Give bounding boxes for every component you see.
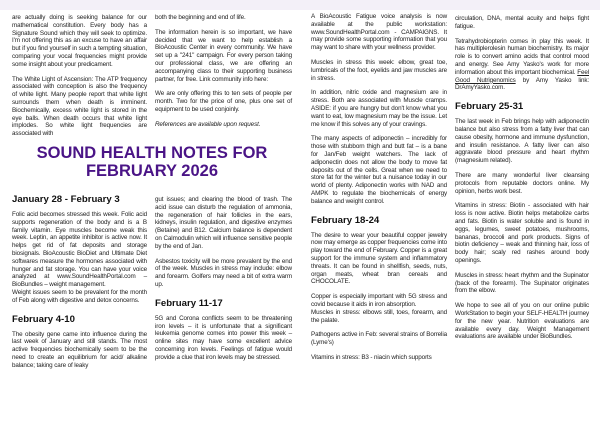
paragraph: A BioAcoustic Fatigue voice analysis is now available at the public workstation: www.SoundHealthPortal.com - CAMPAIGNS. It may provide some supporting information that you may want to share with your wellness provider.	[311, 13, 447, 52]
paragraph: Vitamins in stress: Biotin - associated with hair loss is now active. Biotin helps metabolize carbs and fats. Biotin is water soluble and is found in eggs, legumes, sweet potatoes, mushrooms, bananas, broccoli and pork products. Signs of biotin deficiency – weak and thinning hair, loss of body hair; scaly red rashes around body openings.	[455, 202, 589, 264]
paragraph: 5G and Corona conflicts seem to be threatening iron levels – it is unfortunate that a significant leukemia genome comes into power this week – online sites may have some excellent advice concerning iron levels. Feelings of fatigue would provide a clue that iron levels may be stressed.	[155, 314, 292, 361]
paragraph: In addition, nitric oxide and magnesium are in stress. Both are associated with Muscle cramps. ASIDE: if you are hungry but don't know what you want to eat, low magnesium may be the issue. Let me know if this solves any of your cravings.	[311, 89, 447, 128]
section-heading: February 25-31	[455, 101, 524, 113]
paragraph: The last week in Feb brings help with adiponectin balance but also stress from a fatty liver that can cause obesity, hormone and immune dysfunction, and insulin resistance. A fatty liver can also aggravate blood pressure and heart rhythm (magnesium related).	[455, 118, 589, 165]
column-1-lower	[12, 192, 147, 377]
section-heading: February 4-10	[12, 313, 75, 325]
paragraph: circulation, DNA, mental acuity and helps fight fatigue.	[455, 15, 589, 30]
paragraph: are actually doing is seeking balance for our mathematical constitution. Every body has a Signature Sound which they will seek to optimize. I'm not offering this as an excuse to have an affair but if you find yourself in such a tempting situation, comparing your vocal frequencies might provide some insight about your predicament.	[12, 14, 147, 68]
paragraph: both the beginning and end of life.	[155, 14, 246, 21]
paragraph: Copper is especially important with 5G stress and covid because it aids in iron absorption.	[311, 293, 447, 308]
paragraph: There are many wonderful liver cleansing protocols from reputable doctors online. My opinion, herbs work best.	[455, 171, 589, 195]
paragraph: The obesity gene came into influence during the last week of January and still stands. The most active frequencies biochemically seem to be the need to create an equilibrium for acid/ alkaline balance; taking care of leaky	[12, 330, 147, 369]
paragraph: gut issues; and clearing the blood of trash. The acid issue can disturb the regulation of ammonia, the regeneration of hair follicles in the ears, kidneys, insulin regulation, and digestive enzymes (Betaine) and B12. Calcium balance is dependent on Calmodulin which will influence sensitive people by the end of Jan.	[155, 195, 292, 250]
paragraph: Pathogens active in Feb: several strains of Borrelia (Lyme's)	[311, 331, 447, 347]
column-1-upper	[12, 14, 147, 138]
column-3	[311, 13, 447, 369]
paragraph: Vitamins in stress: B3 - niacin which supports	[311, 353, 432, 361]
title-line-1: SOUND HEALTH NOTES FOR	[36, 143, 268, 162]
lower-columns	[0, 192, 300, 377]
book-link[interactable]: Feel Good Nutrigenomics	[455, 68, 589, 84]
paragraph: Muscles in stress this week: elbow, great toe, lumbricals of the foot, eyelids and jaw muscles are in stress.	[311, 58, 447, 82]
paragraph: Folic acid becomes stressed this week. Folic acid supports regeneration of the body and is a B family vitamin. Eye muscles become weak this week. Leptin, an appetite inhibitor is active now. It helps get rid of fat deposits and storage biosignals. BioAcoustic BioDiet and Ultimate Diet softwares measure the hormones associated with hunger and fat storage. You can have your voice analyzed at www.SoundHealthPortal.com – BioBundles – weight management.	[12, 210, 147, 289]
text: Tetrahydrobiopterin comes in play this week. It has multiplerolesin human biochemistry. Its major role is to convert amino acids that control mood and energy. See Amy Yasko's work for more information about this important biochemical.	[455, 37, 589, 76]
paragraph: The many aspects of adiponectin – incredibly for those with stubborn thigh and butt fat – is a bane for Jan/Feb weight watchers. The lack of adiponectin does not allow the body to move fat deposits out of the cells. Great when we need to store fat for the winter but a nuisance today in our world of plenty. Adiponectin works with NAD and AMPK to regulate the biochemicals of energy balance and weight control.	[311, 135, 447, 205]
section-heading: January 28 - February 3	[12, 193, 120, 205]
paragraph: We are only offering this to ten sets of people per month. Two for the price of one, plus one set of equipment to be used conjoinly.	[155, 90, 292, 113]
paragraph: Muscles in stress: elbows still, toes, forearm, and the palate.	[311, 308, 447, 324]
left-half	[0, 14, 300, 377]
paragraph	[455, 38, 589, 93]
page-title	[0, 144, 300, 180]
paragraph: We hope to see all of you on our online public WorkStation to begin your SELF-HEALTH journey for the new year. Nutrition evaluations are available every day. Weight Management evaluations are available under BioBundles.	[455, 302, 589, 341]
upper-columns	[0, 14, 300, 138]
column-2-upper	[155, 14, 292, 138]
column-4	[455, 15, 589, 348]
top-bar	[0, 0, 600, 10]
paragraph: Muscles in stress: heart rhythm and the Supinator (back of the forearm). The Supinator originates from the elbow.	[455, 271, 589, 295]
references-note: References are available upon request.	[155, 120, 261, 128]
paragraph: Weight issues seem to be prevalent for the month of Feb along with digestive and detox concerns.	[12, 288, 147, 304]
section-heading: February 18-24	[311, 214, 380, 226]
section-heading: February 11-17	[155, 297, 223, 309]
paragraph: Asbestos toxicity will be more prevalent by the end of the week. Muscles in stress may include: elbow and forearm. Golfers may need a bit of extra warm up.	[155, 257, 292, 288]
column-2-lower	[155, 192, 292, 377]
paragraph: The information herein is so important, we have decided that we want to help establish a BioAcoustic Center in every community. We have set up a "241" campaign. For every person taking our professional class, we are offering an accompanying class to their supporting business partner, for free. Link community info here:	[155, 28, 292, 83]
text: by Amy Yasko link: DrAmyYasko.com.	[455, 76, 590, 92]
paragraph: The White Light of Ascension: The ATP frequency associated with conception is also the frequency of white light. Many people report that white light surrounds them when death is imminent. Biochemically, excess white light is stored in the eye balls. When death occurs that white light implodes. So white light frequencies are associated with	[12, 75, 147, 138]
paragraph: The desire to wear your beautiful copper jewelry now may emerge as copper frequencies come into play toward the end of February. Copper is a great support for the immune system and inflammatory threats. It can be found in shellfish, seeds, nuts, organ meats, wheat bran cereals and CHOCOLATE.	[311, 231, 447, 286]
title-line-2: FEBRUARY 2026	[85, 161, 219, 180]
